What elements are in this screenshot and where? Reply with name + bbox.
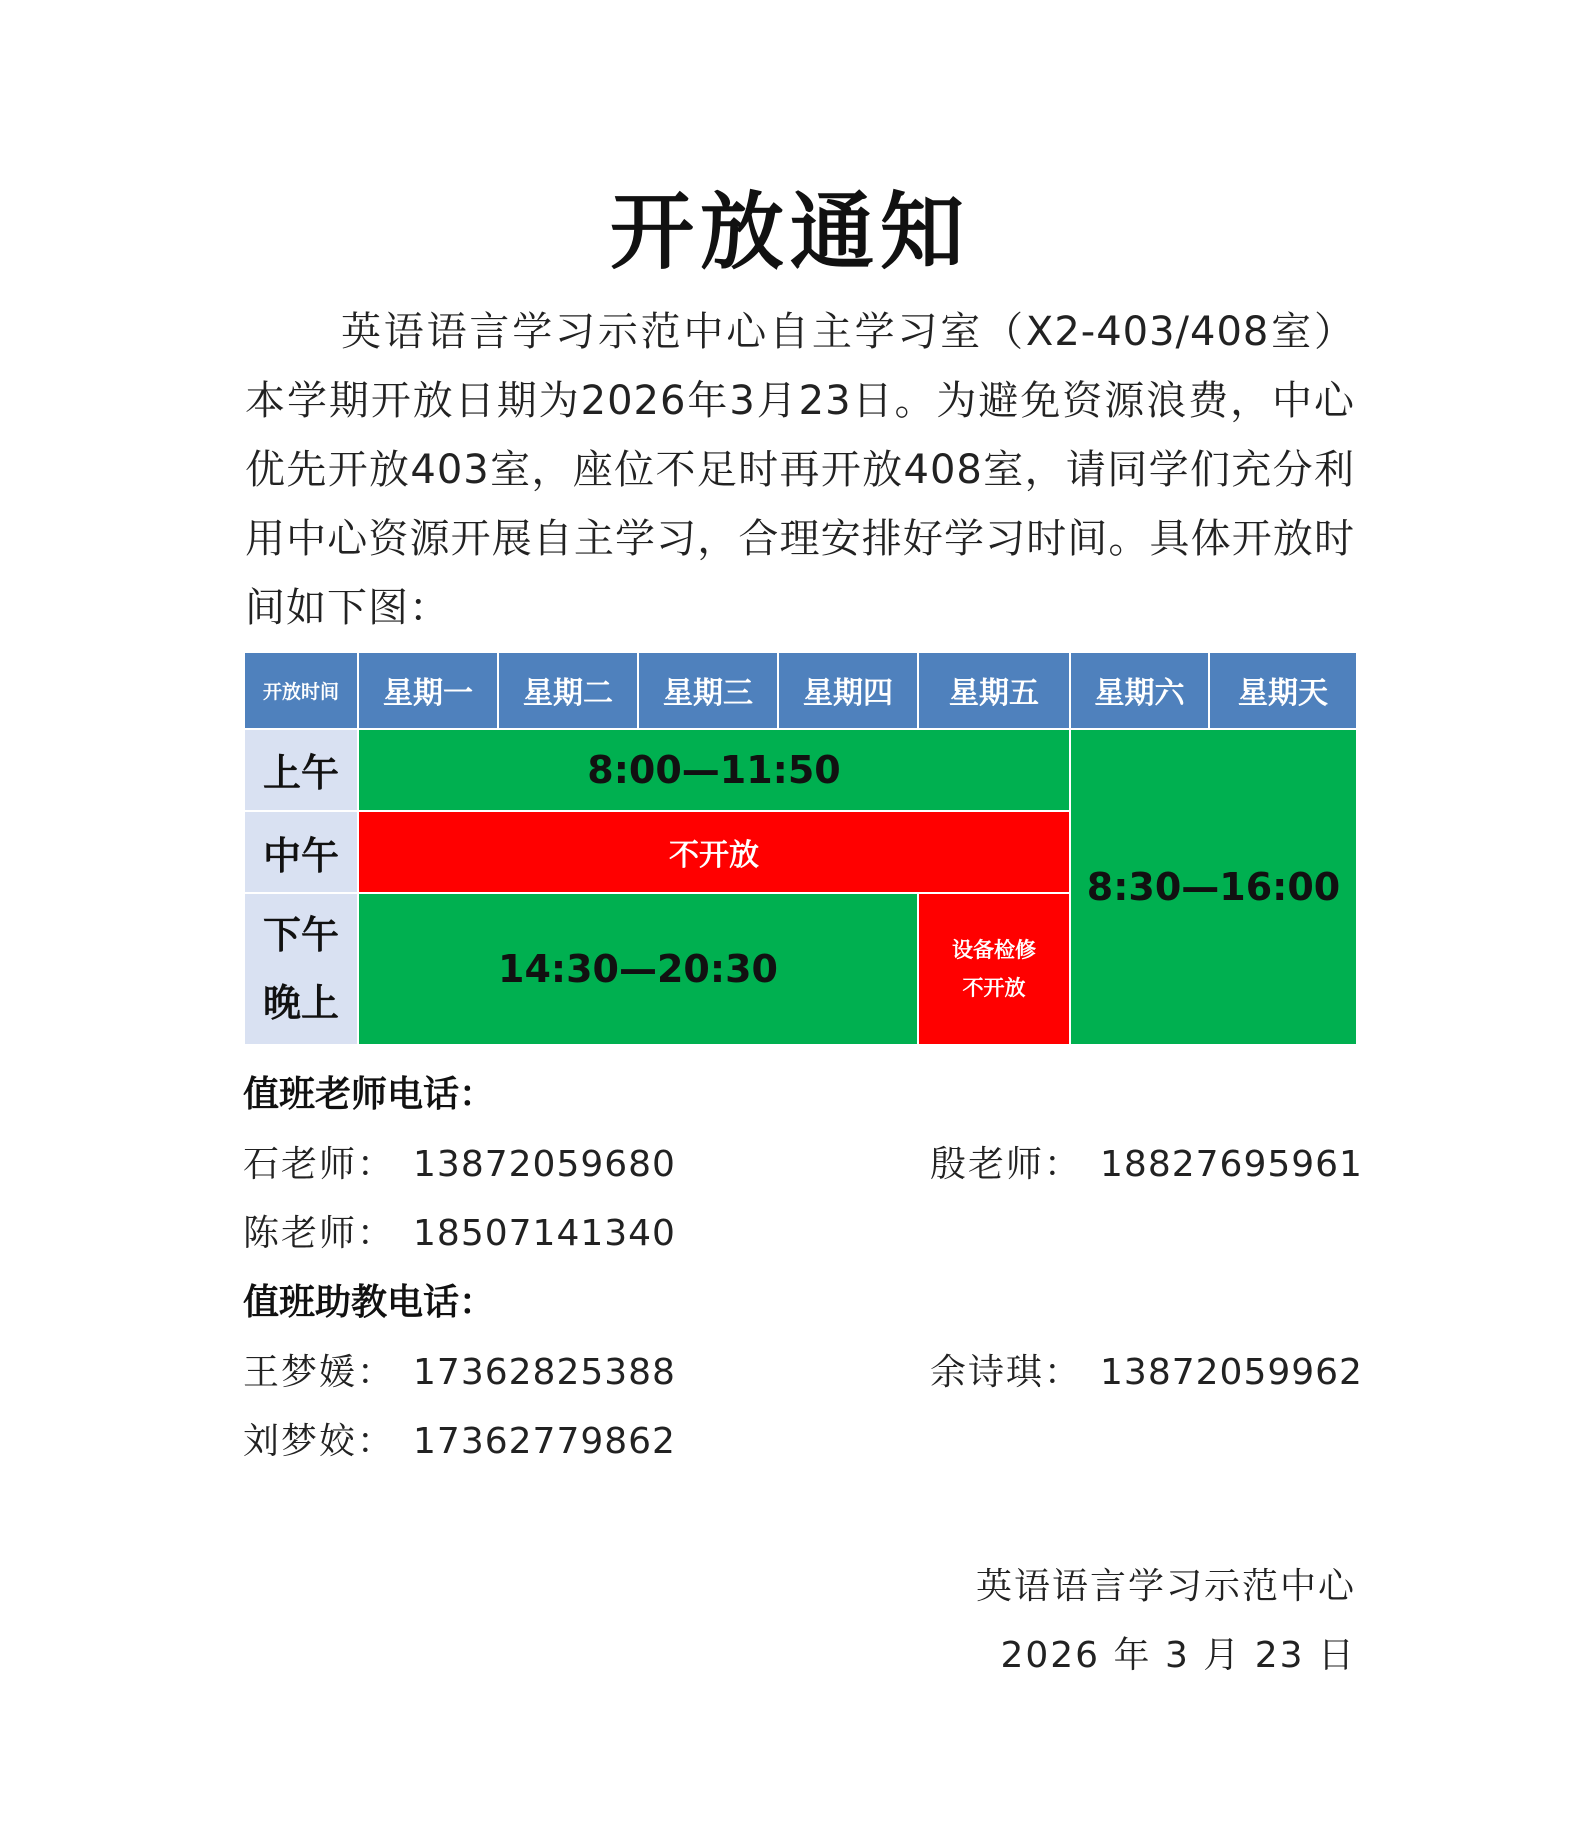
contact-phone: 17362779862 [413,1421,676,1462]
teacher-contact [930,1136,1363,1187]
teacher-contact [243,1205,676,1256]
contact-phone: 13872059962 [1100,1352,1363,1393]
contact-name: 陈老师： [243,1213,396,1254]
contact-phone: 17362825388 [413,1352,676,1393]
morning-row [244,729,1357,811]
signature-org: 英语语言学习示范中心 [975,1566,1356,1607]
day-header-sat: 星期六 [1070,652,1209,729]
maintenance-line1: 设备检修 [952,938,1036,963]
contact-name: 余诗琪： [930,1352,1083,1393]
page-title: 开放通知 [609,182,970,281]
assistant-contact [243,1413,676,1464]
maintenance-line2: 不开放 [962,976,1026,1001]
assistants-heading: 值班助教电话： [243,1281,496,1323]
contact-name: 王梦媛： [243,1352,396,1393]
period-afternoon: 下午 [262,913,339,958]
assistant-contact [930,1344,1363,1395]
day-header-tue: 星期二 [498,652,638,729]
period-evening: 晚上 [262,981,339,1026]
corner-header: 开放时间 [244,652,358,729]
day-header-fri: 星期五 [918,652,1070,729]
contact-phone: 13872059680 [413,1144,676,1185]
contact-name: 石老师： [243,1144,396,1185]
teachers-heading: 值班老师电话： [243,1073,496,1115]
period-afternoon-evening [244,893,358,1045]
intro-paragraph [245,298,1355,643]
contact-phone: 18507141340 [413,1213,676,1254]
period-noon: 中午 [244,811,358,894]
day-header-wed: 星期三 [638,652,778,729]
period-morning: 上午 [244,729,358,811]
weekday-afternoon-hours: 14:30—20:30 [358,893,918,1045]
weekend-hours: 8:30—16:00 [1070,729,1357,1045]
contact-phone: 18827695961 [1100,1144,1363,1185]
contact-name: 刘梦姣： [243,1421,396,1462]
contact-name: 殷老师： [930,1144,1083,1185]
teacher-contact [243,1136,676,1187]
day-header-thu: 星期四 [778,652,918,729]
schedule-header-row [244,652,1357,729]
assistant-contact [243,1344,676,1395]
day-header-sun: 星期天 [1209,652,1357,729]
weekday-noon-closed: 不开放 [358,811,1070,894]
intro-text: 英语语言学习示范中心自主学习室（X2-403/408室）本学期开放日期为2026年3月23日。为避免资源浪费，中心优先开放403室，座位不足时再开放408室，请同学们充分利用中心资源开展自主学习，合理安排好学习时间。具体开放时间如下图： [245,309,1355,631]
signature-date: 2026 年 3 月 23 日 [1000,1635,1356,1676]
schedule-table [243,651,1358,1046]
weekday-morning-hours: 8:00—11:50 [358,729,1070,811]
friday-maintenance [918,893,1070,1045]
day-header-mon: 星期一 [358,652,498,729]
